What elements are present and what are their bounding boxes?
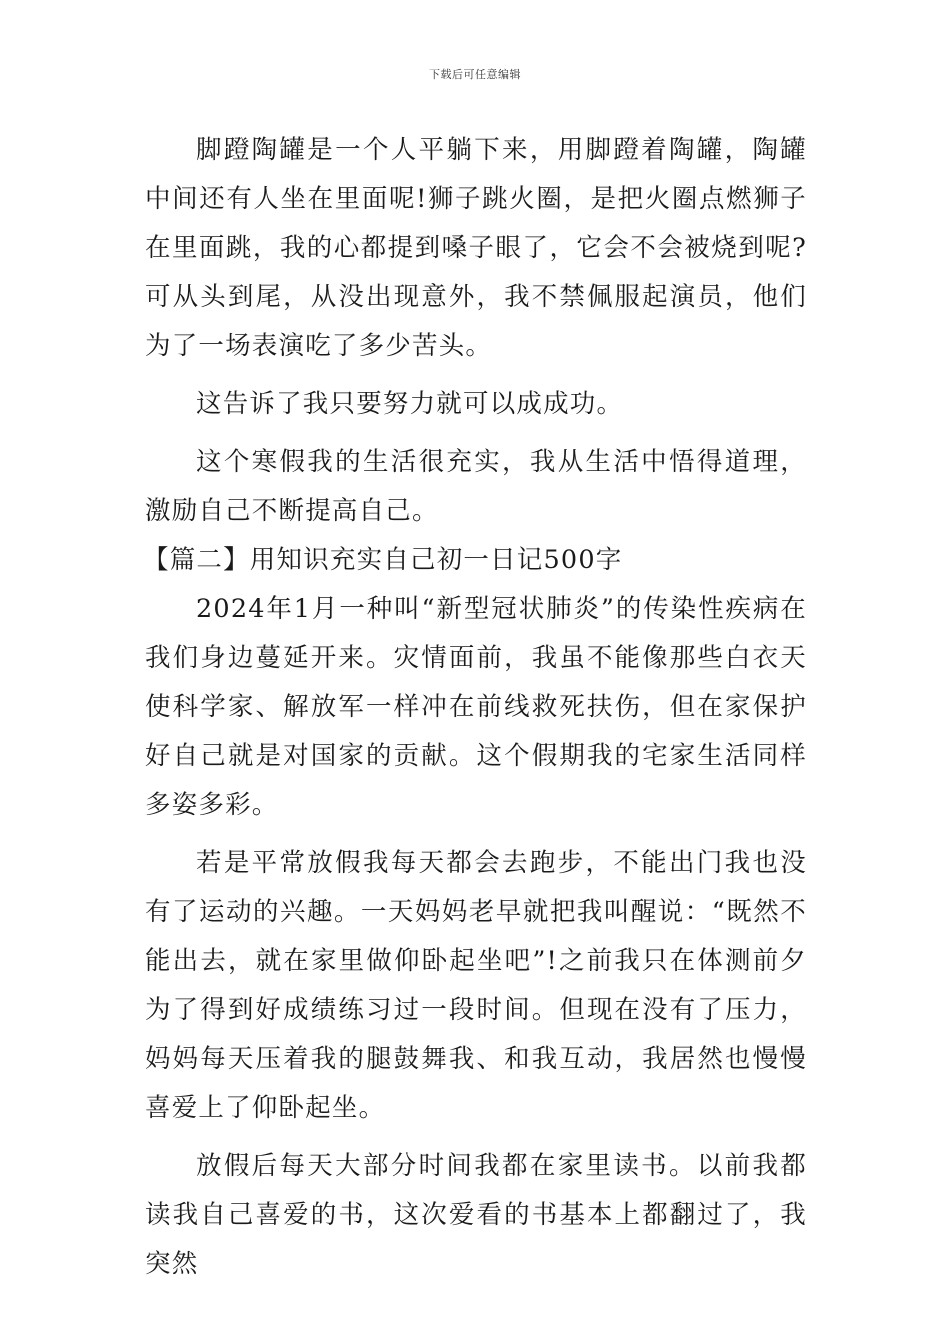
page-header: 下载后可任意编辑 [429, 68, 521, 81]
paragraph: 这个寒假我的生活很充实，我从生活中悟得道理，激励自己不断提高自己。 [145, 447, 807, 526]
paragraph: 若是平常放假我每天都会去跑步，不能出门我也没有了运动的兴趣。一天妈妈老早就把我叫醒说：“既然不能出去，就在家里做仰卧起坐吧”!之前我只在体测前夕为了得到好成绩练习过一段时间。但现在没有了压力，妈妈每天压着我的腿鼓舞我、和我互动，我居然也慢慢喜爱上了仰卧起坐。 [145, 848, 807, 1123]
section-title: 【篇二】用知识充实自己初一日记500字 [143, 545, 623, 575]
paragraph: 放假后每天大部分时间我都在家里读书。以前我都读我自己喜爱的书，这次爱看的书基本上都翻过了，我突然 [145, 1151, 807, 1279]
document-body [145, 126, 807, 1289]
paragraph: 2024年1月一种叫“新型冠状肺炎”的传染性疾病在我们身边蔓延开来。灾情面前，我虽不能像那些白衣天使科学家、解放军一样冲在前线救死扶伤，但在家保护好自己就是对国家的贡献。这个假期我的宅家生活同样多姿多彩。 [145, 594, 807, 820]
paragraph: 脚蹬陶罐是一个人平躺下来，用脚蹬着陶罐，陶罐中间还有人坐在里面呢!狮子跳火圈，是把火圈点燃狮子在里面跳，我的心都提到嗓子眼了，它会不会被烧到呢?可从头到尾，从没出现意外，我不禁佩服起演员，他们为了一场表演吃了多少苦头。 [145, 135, 807, 361]
paragraph: 这告诉了我只要努力就可以成成功。 [196, 389, 624, 419]
